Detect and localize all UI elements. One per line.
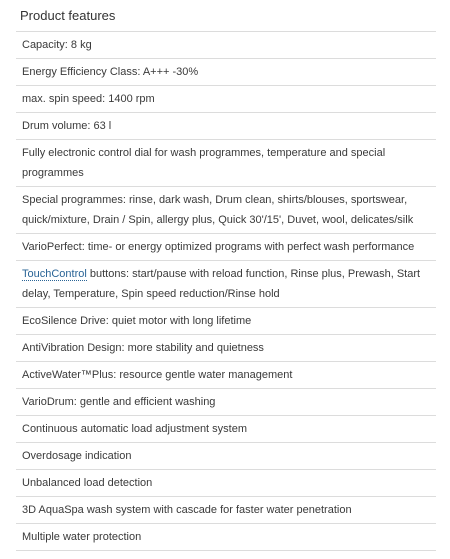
feature-text: 3D AquaSpa wash system with cascade for faster water penetration [22, 504, 352, 516]
list-item [16, 443, 436, 470]
list-item [16, 113, 436, 140]
list-item [16, 140, 436, 187]
list-item [16, 362, 436, 389]
feature-text: VarioDrum: gentle and efficient washing [22, 396, 216, 408]
section-title: Product features [20, 8, 116, 23]
list-item [16, 261, 436, 308]
feature-text: Special programmes: rinse, dark wash, Drum clean, shirts/blouses, sportswear, quick/mixture, Drain / Spin, allergy plus, Quick 30'/15', Duvet, wool, delicates/silk [22, 194, 414, 226]
list-item [16, 234, 436, 261]
feature-text: Capacity: 8 kg [22, 39, 92, 51]
touchcontrol-link[interactable]: TouchControl [22, 268, 87, 280]
feature-list [16, 31, 436, 551]
feature-text: max. spin speed: 1400 rpm [22, 93, 155, 105]
list-item [16, 187, 436, 234]
feature-text: VarioPerfect: time- or energy optimized programs with perfect wash performance [22, 241, 415, 253]
list-item [16, 497, 436, 524]
feature-text: Fully electronic control dial for wash programmes, temperature and special programmes [22, 147, 386, 179]
list-item [16, 389, 436, 416]
feature-text: Continuous automatic load adjustment system [22, 423, 248, 435]
feature-text: Unbalanced load detection [22, 477, 153, 489]
feature-text: Overdosage indication [22, 450, 132, 462]
list-item [16, 308, 436, 335]
feature-text: EcoSilence Drive: quiet motor with long lifetime [22, 315, 252, 327]
feature-text: AntiVibration Design: more stability and quietness [22, 342, 264, 354]
feature-text: Multiple water protection [22, 531, 142, 543]
list-item [16, 524, 436, 551]
list-item [16, 470, 436, 497]
feature-text: Drum volume: 63 l [22, 120, 112, 132]
list-item [16, 59, 436, 86]
list-item [16, 335, 436, 362]
feature-text: ActiveWater™Plus: resource gentle water management [22, 369, 293, 381]
feature-text: buttons: start/pause with reload function, Rinse plus, Prewash, Start delay, Temperature, Spin speed reduction/Rinse hold [22, 268, 421, 300]
list-item [16, 416, 436, 443]
feature-text: Energy Efficiency Class: A+++ -30% [22, 66, 199, 78]
list-item [16, 86, 436, 113]
list-item [16, 32, 436, 59]
